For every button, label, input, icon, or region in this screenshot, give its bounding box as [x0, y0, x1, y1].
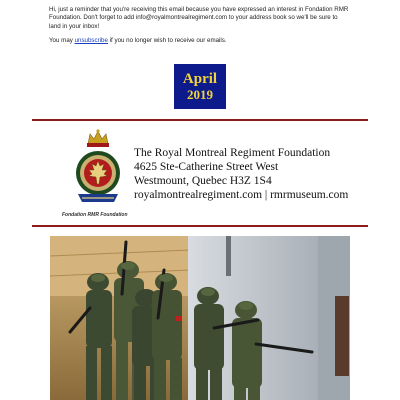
unsubscribe-suffix: if you no longer wish to receive our emails.	[107, 37, 227, 45]
crest-caption: Fondation RMR Foundation	[62, 212, 128, 218]
email-notice	[49, 6, 349, 52]
regiment-crest-icon	[74, 128, 122, 210]
unsubscribe-link[interactable]: unsubscribe	[74, 37, 108, 45]
issue-date-badge	[174, 64, 226, 109]
address-line-1: 4625 Ste-Catherine Street West	[134, 161, 279, 173]
header-top-rule	[32, 119, 368, 121]
organization-name: The Royal Montreal Regiment Foundation	[134, 147, 331, 159]
issue-month: April	[182, 70, 218, 87]
unsubscribe-prefix: You may	[49, 37, 75, 45]
organization-address-block	[134, 146, 348, 202]
soldiers-photo	[50, 236, 350, 400]
address-line-2: Westmount, Quebec H3Z 1S4	[134, 175, 272, 187]
header-bottom-rule	[32, 225, 368, 227]
notice-unsubscribe-line	[49, 37, 349, 45]
website-links: royalmontrealregiment.com | rmrmuseum.com	[134, 189, 349, 201]
notice-reminder-text: Hi, just a reminder that you're receiving this email because you have expressed an interest in Fondation RMR Foundation. Don't forget to add info@royalmontrealregiment.com to your address book so we'll be sure to land in your inbox!	[49, 6, 349, 30]
issue-year: 2019	[187, 86, 213, 102]
